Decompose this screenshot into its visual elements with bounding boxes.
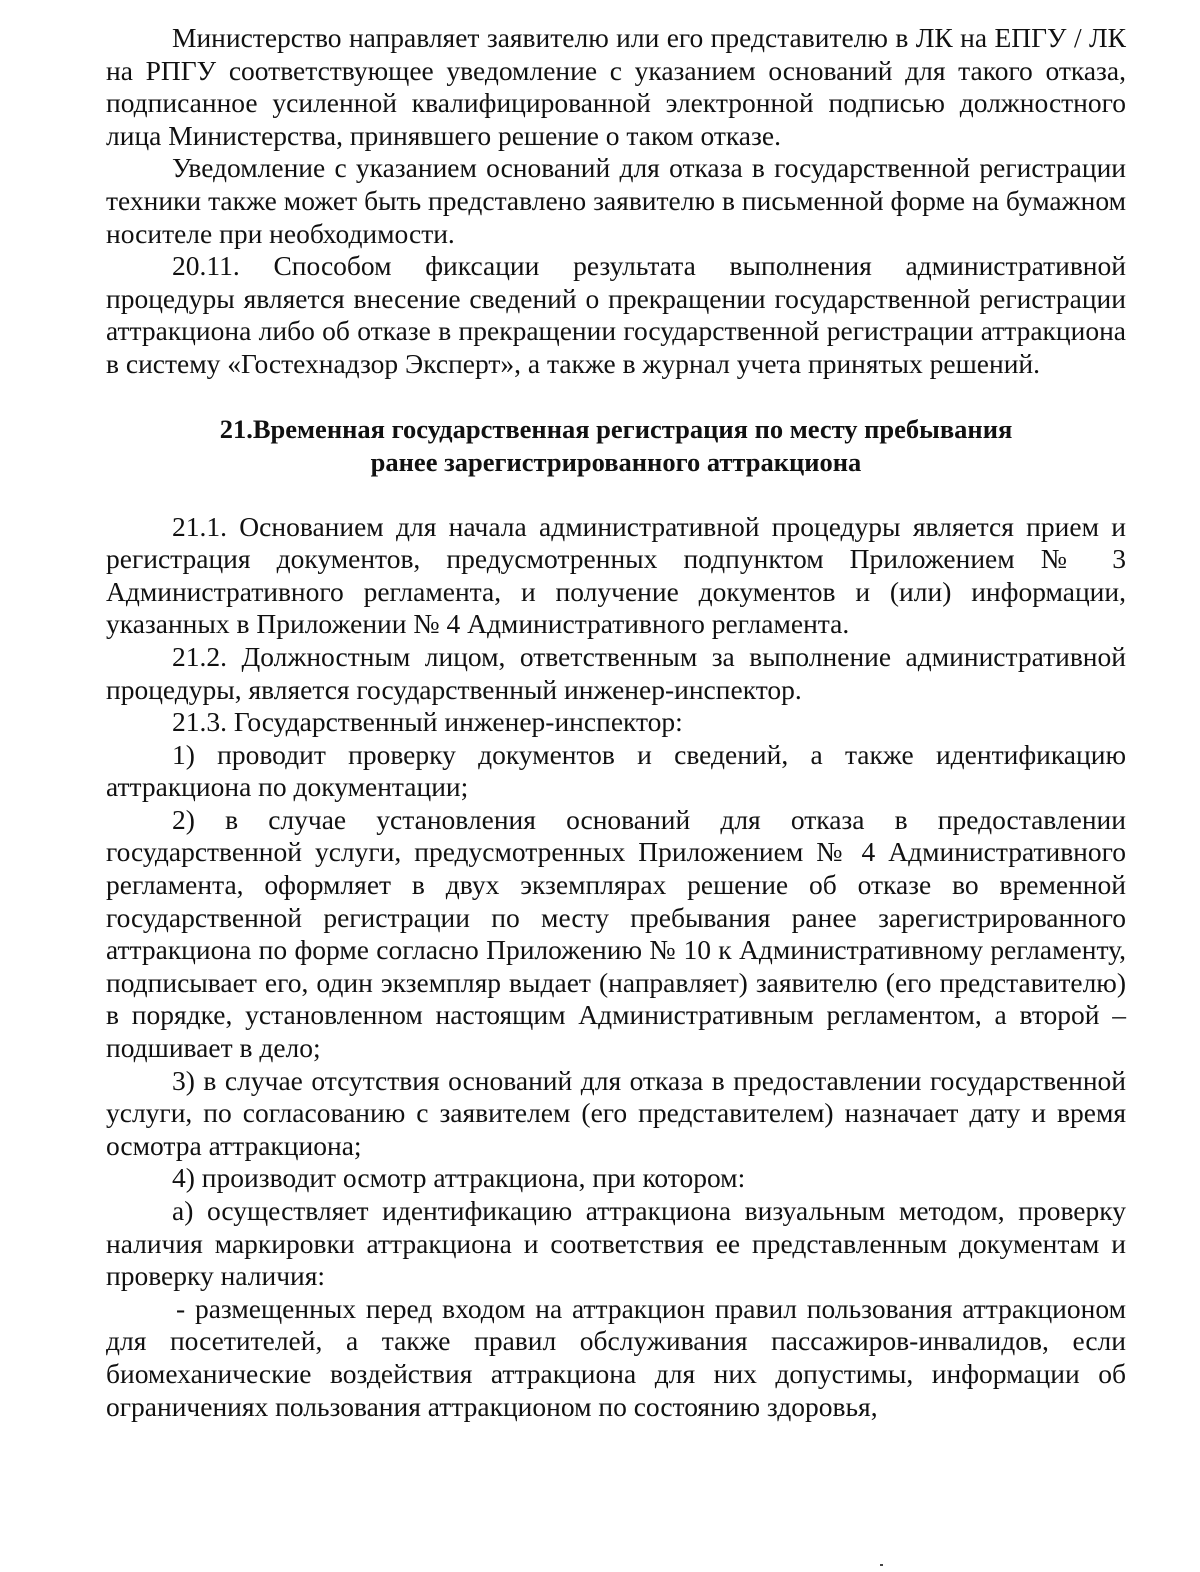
paragraph-20-11: 20.11. Способом фиксации результата выполнения административной процедуры является внесение сведений о прекращении государственной регистрации аттракциона либо об отказе в прекращении государственной регистрации аттракциона в систему «Гостехнадзор Эксперт», а также в журнал учета принятых решений. (106, 250, 1126, 379)
list-item-2: 2) в случае установления оснований для отказа в предоставлении государственной услуги, предусмотренных Приложением № 4 Административного регламента, оформляет в двух экземплярах решение об отказе во временной государственной регистрации по месту пребывания ранее зарегистрированного аттракциона по форме согласно Приложению № 10 к Административному регламенту, подписывает его, один экземпляр выдает (направляет) заявителю (его представителю) в порядке, установленном настоящим Административным регламентом, а второй – подшивает в дело; (106, 803, 1126, 1064)
dash-item-rules: - размещенных перед входом на аттракцион правил пользования аттракционом для посетителей, а также правил обслуживания пассажиров-инвалидов, если биомеханические воздействия аттракциона для них допустимы, информации об ограничениях пользования аттракционом по состоянию здоровья, (106, 1292, 1126, 1422)
paragraph-21-1: 21.1. Основанием для начала административной процедуры является прием и регистрация документов, предусмотренных подпунктом Приложением № 3 Административного регламента, и получение документов и (или) информации, указанных в Приложении № 4 Административного регламента. (106, 510, 1126, 640)
paragraph-21-3: 21.3. Государственный инженер-инспектор: (172, 706, 683, 738)
section-heading-21 (106, 413, 1126, 479)
sub-item-a: а) осуществляет идентификацию аттракциона визуальным методом, проверку наличия маркировки аттракциона и соответствия ее представленным документам и проверку наличия: (106, 1195, 1126, 1292)
list-item-3: 3) в случае отсутствия оснований для отказа в предоставлении государственной услуги, по согласованию с заявителем (его представителем) назначает дату и время осмотра аттракциона; (106, 1064, 1126, 1161)
scan-artifact-dot (880, 1564, 883, 1566)
list-item-4: 4) производит осмотр аттракциона, при котором: (172, 1162, 746, 1194)
section-heading-line-2: ранее зарегистрированного аттракциона (370, 446, 862, 477)
paragraph-notice-paper-form: Уведомление с указанием оснований для отказа в государственной регистрации техники также может быть представлено заявителю в письменной форме на бумажном носителе при необходимости. (106, 152, 1126, 249)
paragraph-21-2: 21.2. Должностным лицом, ответственным за выполнение административной процедуры, является государственный инженер-инспектор. (106, 640, 1126, 705)
list-item-1: 1) проводит проверку документов и сведений, а также идентификацию аттракциона по документации; (106, 738, 1126, 803)
document-page (106, 22, 1126, 1423)
section-heading-line-1: 21.Временная государственная регистрация по месту пребывания (219, 413, 1013, 444)
paragraph-ministry-notice: Министерство направляет заявителю или его представителю в ЛК на ЕПГУ / ЛК на РПГУ соответствующее уведомление с указанием оснований для такого отказа, подписанное усиленной квалифицированной электронной подписью должностного лица Министерства, принявшего решение о таком отказе. (106, 22, 1126, 151)
